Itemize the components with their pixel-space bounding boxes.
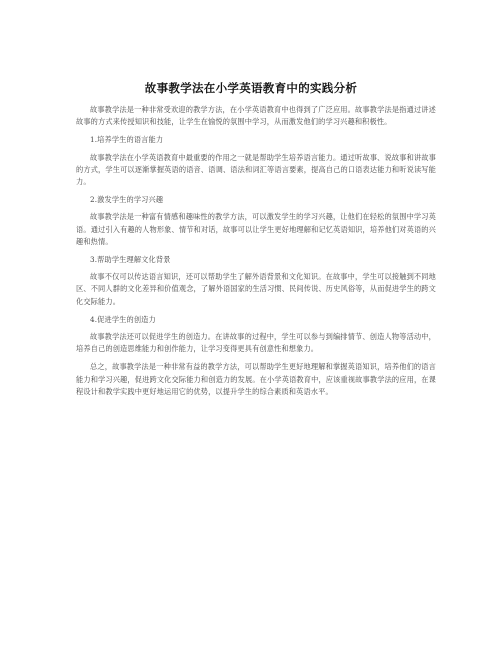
section-body-2: 故事教学法是一种富有情感和趣味性的教学方法，可以激发学生的学习兴趣，让他们在轻松的氛围中学习英语。通过引入有趣的人物形象、情节和对话，故事可以让学生更好地理解和记忆英语知识，培养他们对英语的兴趣和热情。 — [76, 212, 436, 246]
section-heading-2: 2.激发学生的学习兴趣 — [90, 195, 164, 205]
section-body-4: 故事教学法还可以促进学生的创造力。在讲故事的过程中，学生可以参与到编排情节、创造人物等活动中，培养自己的创造思维能力和创作能力，让学习变得更具有创意性和想象力。 — [76, 332, 436, 354]
section-body-1: 故事教学法在小学英语教育中最重要的作用之一就是帮助学生培养语言能力。通过听故事、说故事和讲故事的方式，学生可以逐渐掌握英语的语音、语调、语法和词汇等语言要素，提高自己的口语表达能力和听说读写能力。 — [76, 152, 436, 187]
section-heading-3: 3.帮助学生理解文化背景 — [90, 255, 171, 265]
section-body-3: 故事不仅可以传达语言知识，还可以帮助学生了解外语背景和文化知识。在故事中，学生可以接触到不同地区、不同人群的文化差异和价值观念，了解外语国家的生活习惯、民间传说、历史风俗等，从而促进学生的跨文化交际能力。 — [76, 272, 436, 306]
section-heading-4: 4.促进学生的创造力 — [90, 314, 156, 324]
intro-paragraph: 故事教学法是一种非常受欢迎的教学方法，在小学英语教育中也得到了广泛应用。故事教学法是指通过讲述故事的方式来传授知识和技能，让学生在愉悦的氛围中学习，从而激发他们的学习兴趣和积极性。 — [76, 105, 436, 127]
document-title: 故事教学法在小学英语教育中的实践分析 — [144, 81, 358, 95]
conclusion-paragraph: 总之，故事教学法是一种非常有益的教学方法，可以帮助学生更好地理解和掌握英语知识，培养他们的语言能力和学习兴趣，促进跨文化交际能力和创造力的发展。在小学英语教育中，应该重视故事教学法的应用，在课程设计和教学实践中更好地运用它的优势，以提升学生的综合素质和英语水平。 — [76, 362, 436, 396]
section-heading-1: 1.培养学生的语言能力 — [90, 135, 164, 145]
document-body — [76, 104, 436, 398]
